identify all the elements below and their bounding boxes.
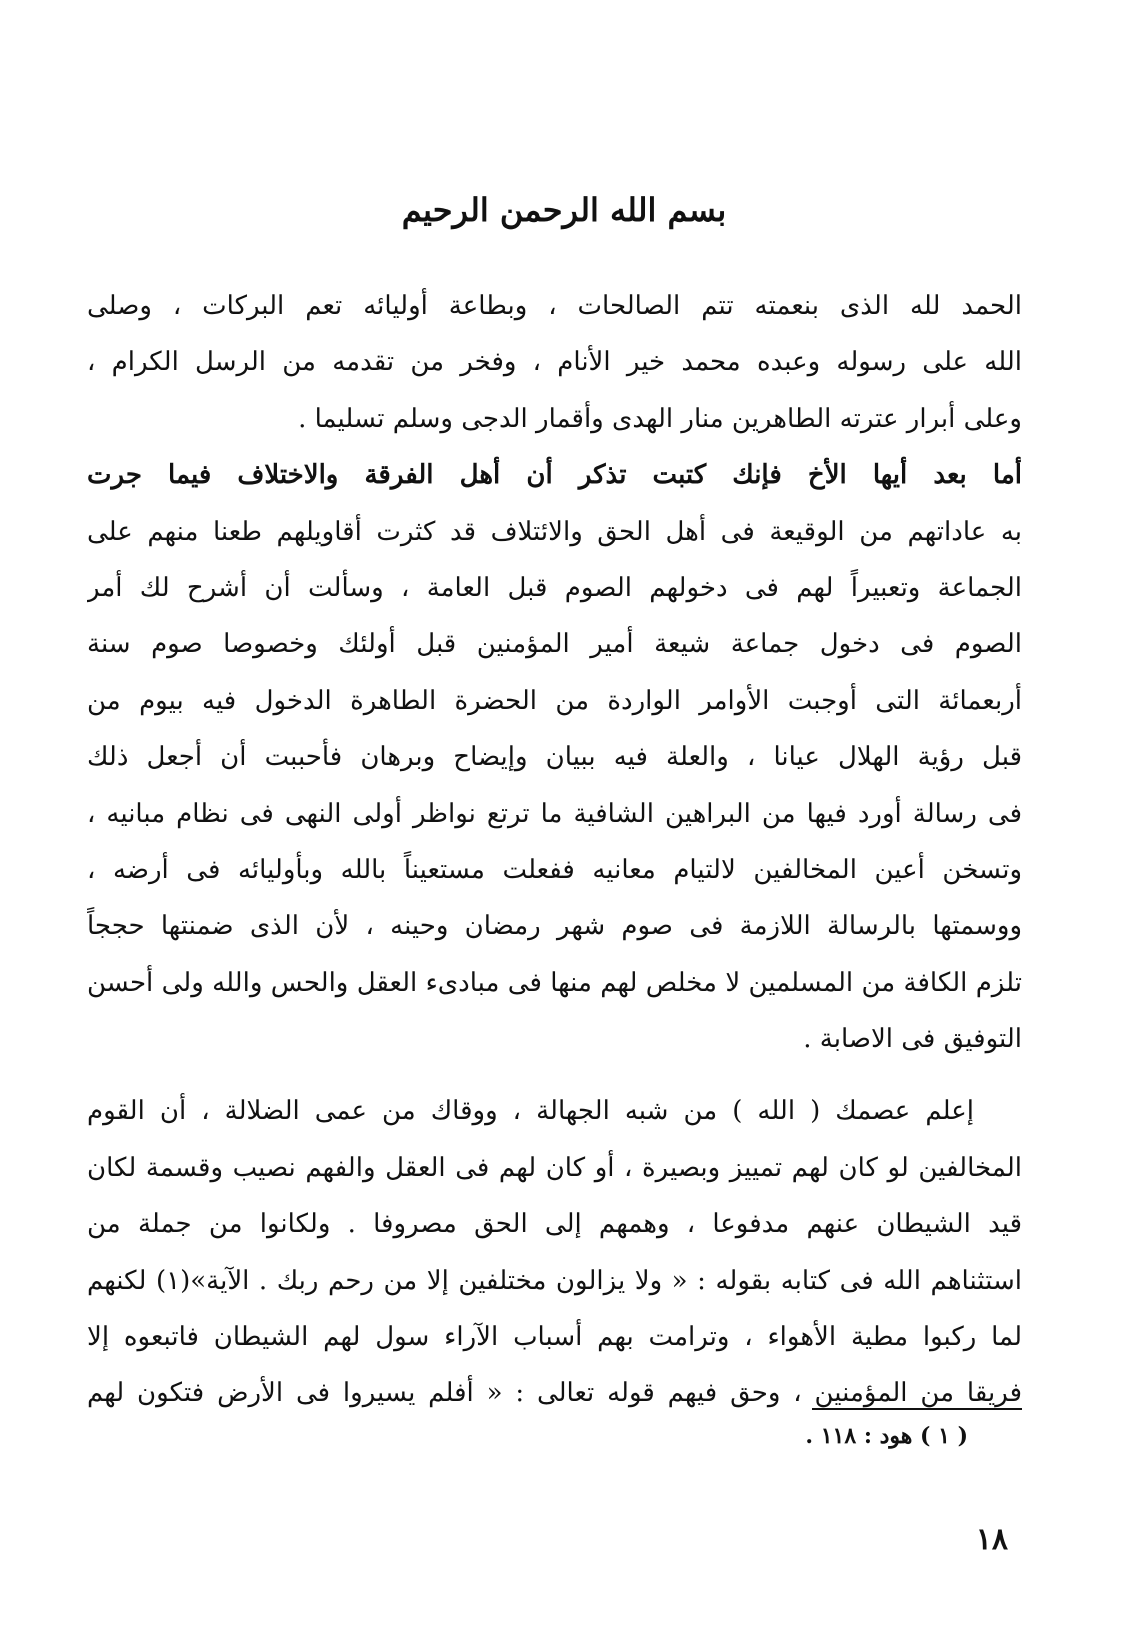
footnote-divider	[812, 1408, 1022, 1410]
paragraph-2-line-2: به عاداتهم من الوقيعة فى أهل الحق والائتلاف قد كثرت أقاويلهم طعنا منهم على	[87, 516, 1022, 547]
paragraph-1-line-2: الله على رسوله وعبده محمد خير الأنام ، وفخر من تقدمه من الرسل الكرام ،	[87, 347, 1022, 378]
paragraph-2-line-5: أربعمائة التى أوجبت الأوامر الواردة من الحضرة الطاهرة الدخول فيه بيوم من	[87, 685, 1022, 716]
paragraph-1-line-1: الحمد لله الذى بنعمته تتم الصالحات ، وبطاعة أوليائه تعم البركات ، وصلى	[87, 291, 1022, 321]
paragraph-2-line-1: أما بعد أيها الأخ فإنك كتبت تذكر أن أهل الفرقة والاختلاف فيما جرت	[87, 460, 1022, 491]
paragraph-3-line-2: المخالفين لو كان لهم تمييز وبصيرة ، أو كان لهم فى العقل والفهم نصيب وقسمة لكان	[87, 1152, 1022, 1183]
paragraph-3-line-3: قيد الشيطان عنهم مدفوعا ، وهمهم إلى الحق مصروفا . ولكانوا من جملة من	[87, 1209, 1022, 1240]
basmala-heading: بسم الله الرحمن الرحيم	[401, 191, 727, 229]
paragraph-gap	[87, 1067, 1022, 1083]
page-number: ١٨	[975, 1522, 1008, 1557]
paragraph-3-line-1: إعلم عصمك ( الله ) من شبه الجهالة ، ووقاك من عمى الضلالة ، أن القوم	[87, 1096, 974, 1127]
paragraph-1-line-3: وعلى أبرار عترته الطاهرين منار الهدى وأقمار الدجى وسلم تسليما .	[298, 403, 1022, 434]
paragraph-2-line-6: قبل رؤية الهلال عيانا ، والعلة فيه ببيان وإيضاح وبرهان فأحببت أن أجعل ذلك	[87, 742, 1022, 773]
body-text	[87, 278, 1022, 1422]
paragraph-2-line-3: الجماعة وتعبيراً لهم فى دخولهم الصوم قبل العامة ، وسألت أن أشرح لك أمر	[87, 572, 1022, 603]
paragraph-2-line-8: وتسخن أعين المخالفين لالتيام معانيه ففعلت مستعيناً بالله وبأوليائه فى أرضه ،	[87, 854, 1022, 885]
paragraph-2-line-4: الصوم فى دخول جماعة شيعة أمير المؤمنين قبل أولئك وخصوصا صوم سنة	[87, 629, 1022, 660]
paragraph-3-line-5: لما ركبوا مطية الأهواء ، وترامت بهم أسباب الآراء سول لهم الشيطان فاتبعوه إلا	[87, 1322, 1022, 1353]
footnote: ( ١ ) هود : ١١٨ .	[805, 1423, 968, 1449]
paragraph-2-line-9: ووسمتها بالرسالة اللازمة فى صوم شهر رمضان وحينه ، لأن الذى ضمنتها حججاً	[87, 911, 1022, 942]
paragraph-3-line-4: استثناهم الله فى كتابه بقوله : « ولا يزالون مختلفين إلا من رحم ربك . الآية»(١) لكنهم	[87, 1265, 1022, 1296]
paragraph-2-line-11: التوفيق فى الاصابة .	[803, 1024, 1022, 1055]
paragraph-2-line-10: تلزم الكافة من المسلمين لا مخلص لهم منها فى مبادىء العقل والحس والله ولى أحسن	[87, 967, 1022, 998]
paragraph-2-line-7: فى رسالة أورد فيها من البراهين الشافية ما ترتع نواظر أولى النهى فى نظام مبانيه ،	[87, 798, 1022, 829]
paragraph-3-line-6: فريقا من المؤمنين ، وحق فيهم قوله تعالى : « أفلم يسيروا فى الأرض فتكون لهم	[87, 1378, 1022, 1409]
